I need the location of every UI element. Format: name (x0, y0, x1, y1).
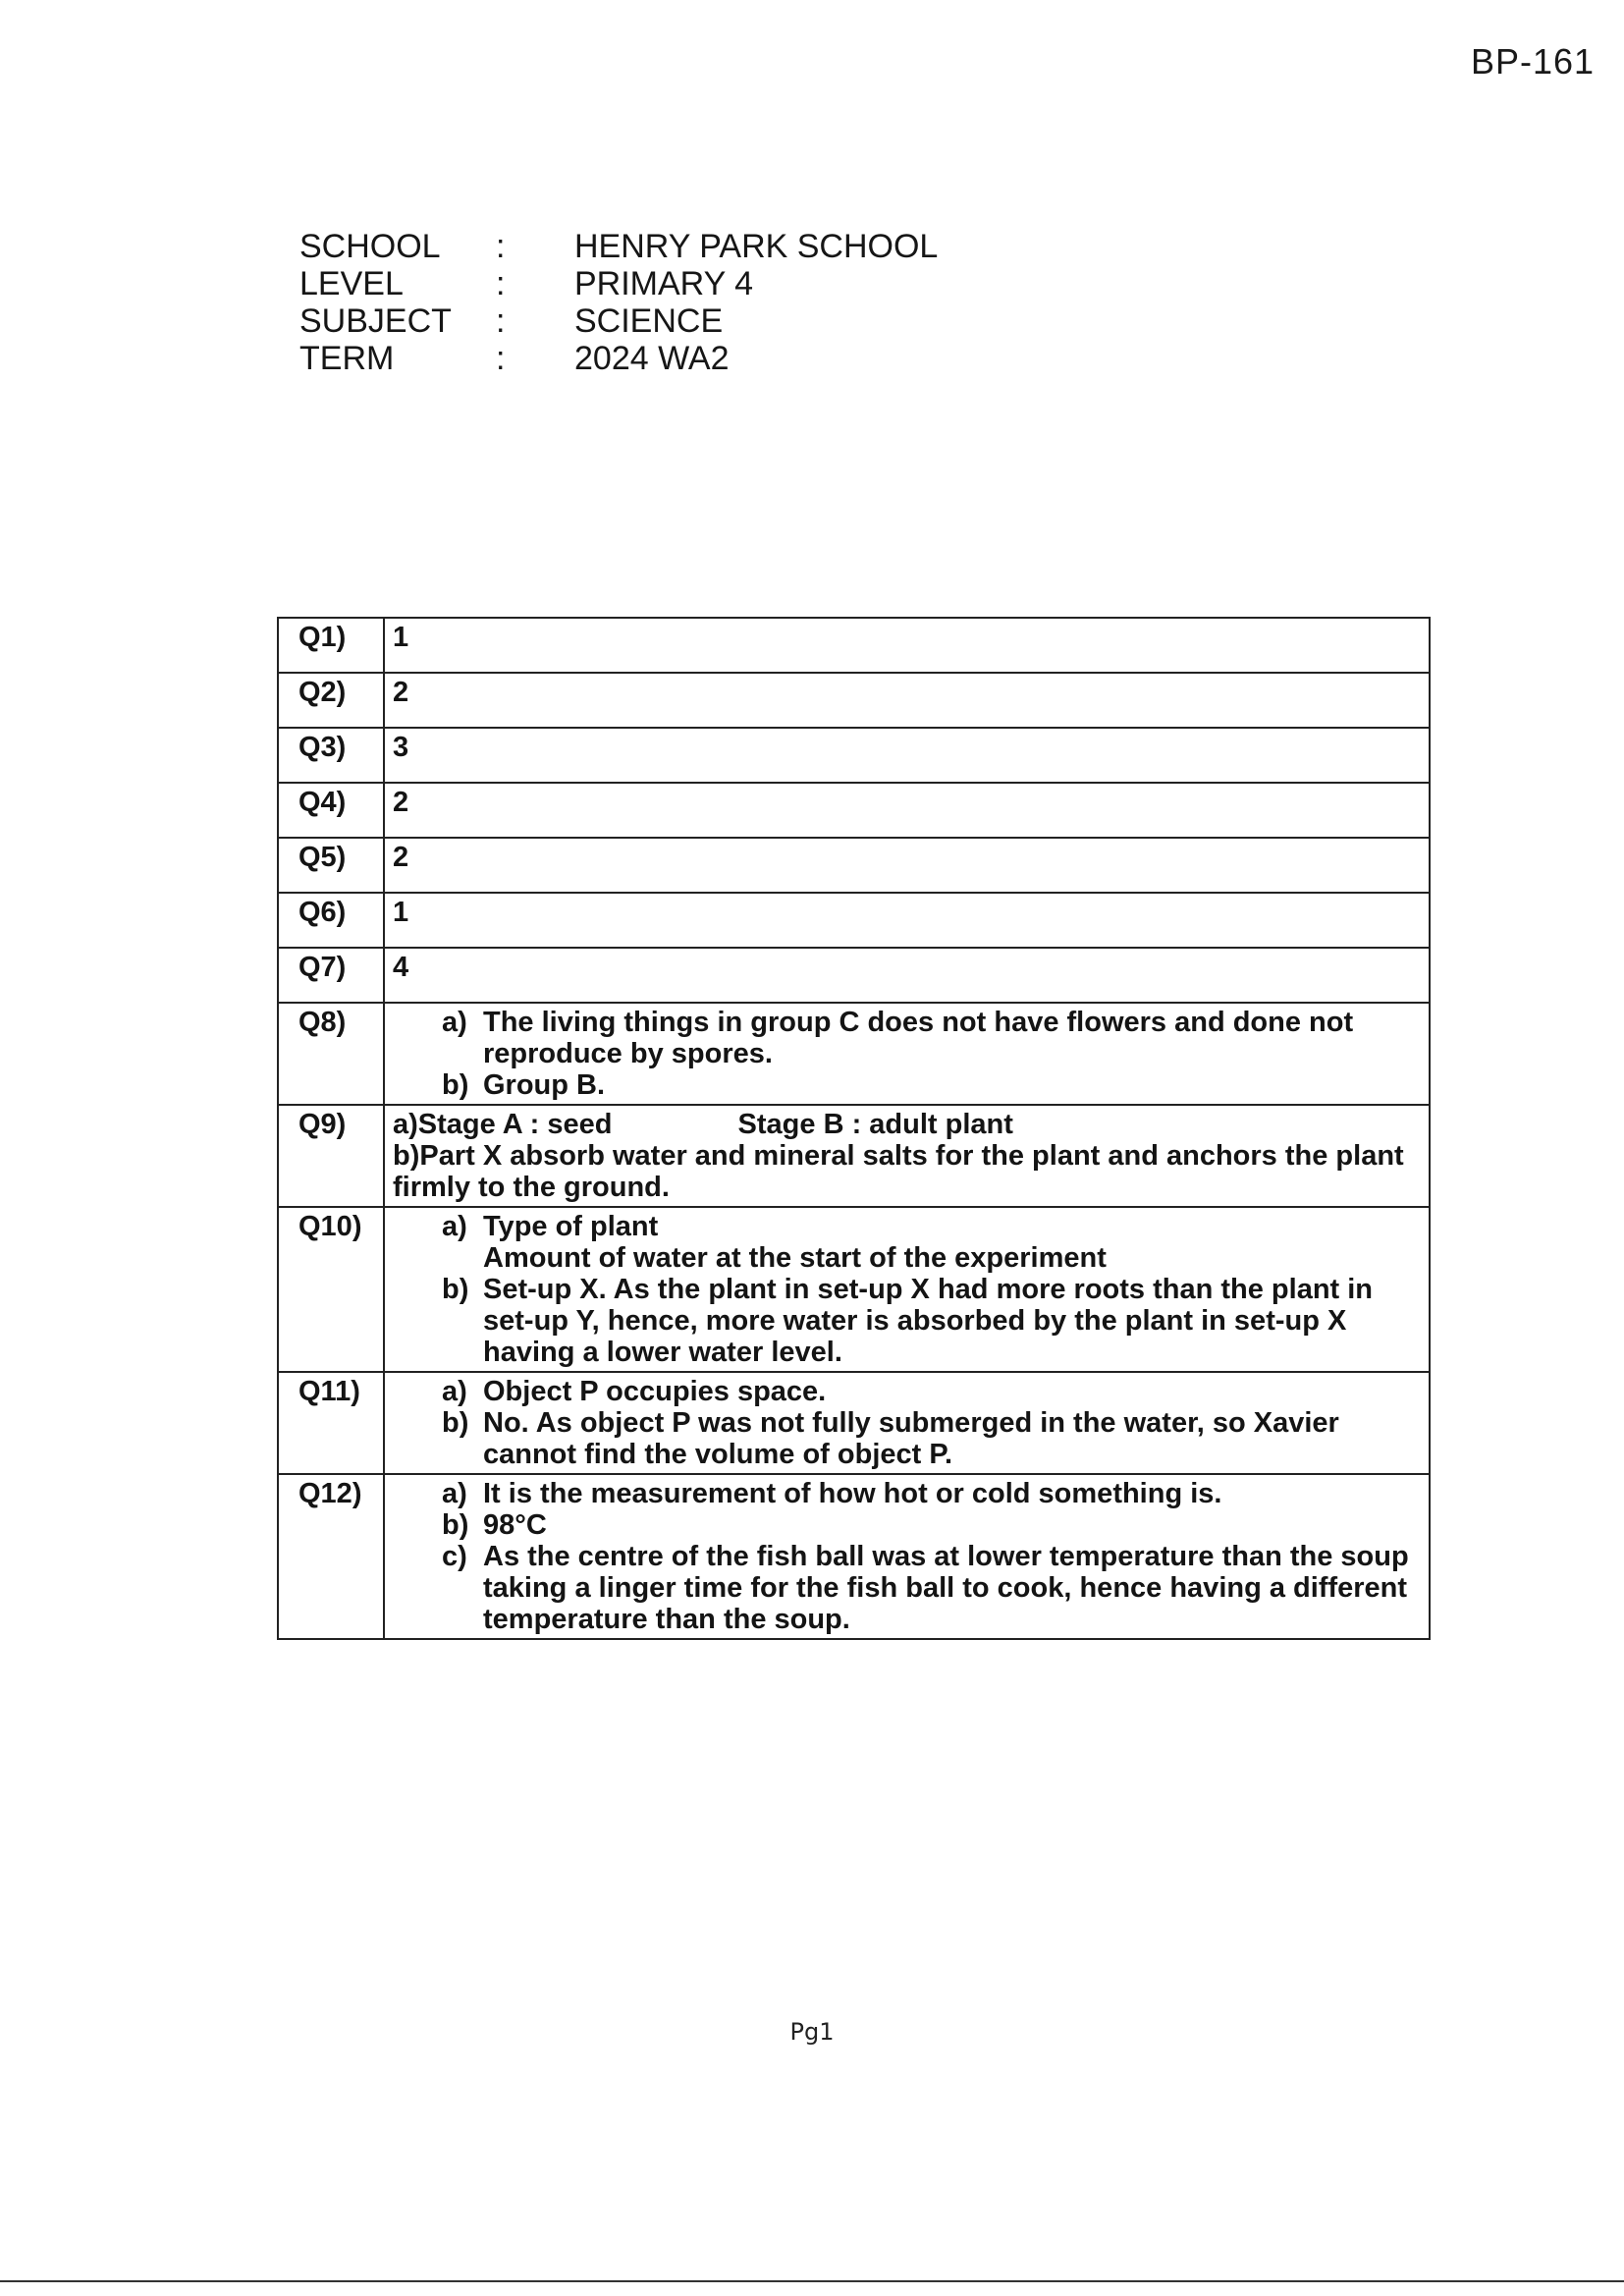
answer-row-q7 (278, 948, 1430, 1003)
sub-answer-list (393, 1211, 1421, 1368)
answer-cell (384, 1207, 1430, 1372)
sub-answer-text: Amount of water at the start of the experiment (483, 1242, 1107, 1274)
answer-cell (384, 1003, 1430, 1105)
answer-table (277, 617, 1431, 1640)
answer-row-q4 (278, 783, 1430, 838)
question-number: Q3) (278, 728, 384, 783)
answer-cell: 2 (384, 783, 1430, 838)
sub-answer-label: b) (442, 1509, 469, 1541)
header-label: SCHOOL (299, 228, 441, 265)
answer-cell: 1 (384, 893, 1430, 948)
header-row-level (299, 265, 938, 302)
answer-cell: 3 (384, 728, 1430, 783)
page-number: Pg1 (789, 2018, 835, 2046)
sub-answer-label: a) (442, 1007, 467, 1038)
sub-answer (442, 1274, 1421, 1368)
sub-answer-text: As the centre of the fish ball was at lower temperature than the soup taking a linger time for the fish ball to cook, hence having a different temperature than the soup. (483, 1541, 1409, 1635)
stage-line (393, 1109, 1421, 1140)
header-label: TERM (299, 340, 395, 377)
stage-a-text: a)Stage A : seed (393, 1109, 613, 1140)
sub-answer (442, 1509, 1421, 1541)
answer-row-q3 (278, 728, 1430, 783)
question-number: Q11) (278, 1372, 384, 1474)
sub-answer-text: Type of plant (483, 1211, 659, 1242)
header-value: 2024 WA2 (574, 340, 730, 377)
sub-answer-continuation (442, 1242, 1421, 1274)
sub-answer-list (393, 1376, 1421, 1470)
page-bottom-rule (0, 2280, 1624, 2282)
header-colon: : (496, 228, 506, 265)
sub-answer-label: b) (442, 1407, 469, 1439)
answer-cell (384, 1372, 1430, 1474)
answer-row-q6 (278, 893, 1430, 948)
sub-answer-text: Group B. (483, 1069, 606, 1101)
sub-answer (442, 1478, 1421, 1509)
header-label: LEVEL (299, 265, 404, 302)
header-colon: : (496, 340, 506, 377)
sub-answer (442, 1211, 1421, 1242)
answer-cell (384, 1474, 1430, 1639)
sub-answer (442, 1541, 1421, 1635)
question-number: Q7) (278, 948, 384, 1003)
sub-answer-label: b) (442, 1274, 469, 1305)
header-row-term (299, 340, 938, 377)
sub-answer-text: The living things in group C does not have flowers and done not reproduce by spores. (483, 1007, 1354, 1069)
sub-answer-text: 98°C (483, 1509, 547, 1541)
sub-answer-text: It is the measurement of how hot or cold something is. (483, 1478, 1222, 1509)
answer-row-q5 (278, 838, 1430, 893)
header-row-subject (299, 302, 938, 340)
question-number: Q2) (278, 673, 384, 728)
header-info (299, 228, 938, 377)
header-row-school (299, 228, 938, 265)
question-number: Q12) (278, 1474, 384, 1639)
answer-cell: 1 (384, 618, 1430, 673)
answer-row-q11 (278, 1372, 1430, 1474)
header-value: HENRY PARK SCHOOL (574, 228, 939, 265)
header-value: PRIMARY 4 (574, 265, 754, 302)
sub-answer-text: No. As object P was not fully submerged in the water, so Xavier cannot find the volume of object P. (483, 1407, 1339, 1470)
sub-answer-list (393, 1478, 1421, 1635)
sub-answer-label: a) (442, 1478, 467, 1509)
answer-row-q9 (278, 1105, 1430, 1207)
question-number: Q9) (278, 1105, 384, 1207)
question-number: Q5) (278, 838, 384, 893)
answer-cell (384, 1105, 1430, 1207)
question-number: Q6) (278, 893, 384, 948)
sub-answer (442, 1407, 1421, 1470)
answer-cell: 2 (384, 673, 1430, 728)
header-colon: : (496, 302, 506, 340)
answer-row-q10 (278, 1207, 1430, 1372)
question-number: Q10) (278, 1207, 384, 1372)
sub-answer-label: a) (442, 1211, 467, 1242)
stage-b-text: Stage B : adult plant (737, 1109, 1013, 1140)
sub-answer-list (393, 1007, 1421, 1101)
sub-answer (442, 1007, 1421, 1069)
sub-answer-label: a) (442, 1376, 467, 1407)
question-number: Q1) (278, 618, 384, 673)
header-colon: : (496, 265, 506, 302)
sub-answer-label: c) (442, 1541, 467, 1572)
sub-answer-text: Set-up X. As the plant in set-up X had more roots than the plant in set-up Y, hence, more water is absorbed by the plant in set-up X having a lower water level. (483, 1274, 1374, 1368)
answer-row-q1 (278, 618, 1430, 673)
answer-row-q2 (278, 673, 1430, 728)
answer-row-q8 (278, 1003, 1430, 1105)
page-code: BP-161 (1471, 41, 1596, 82)
answer-row-q12 (278, 1474, 1430, 1639)
question-number: Q8) (278, 1003, 384, 1105)
sub-answer (442, 1376, 1421, 1407)
sub-answer-label: b) (442, 1069, 469, 1101)
sub-answer-text: b)Part X absorb water and mineral salts for the plant and anchors the plant firmly to the ground. (393, 1140, 1404, 1203)
answer-cell: 2 (384, 838, 1430, 893)
question-number: Q4) (278, 783, 384, 838)
answer-cell: 4 (384, 948, 1430, 1003)
sub-answer-text: Object P occupies space. (483, 1376, 827, 1407)
sub-answer (442, 1069, 1421, 1101)
header-label: SUBJECT (299, 302, 452, 340)
header-value: SCIENCE (574, 302, 724, 340)
